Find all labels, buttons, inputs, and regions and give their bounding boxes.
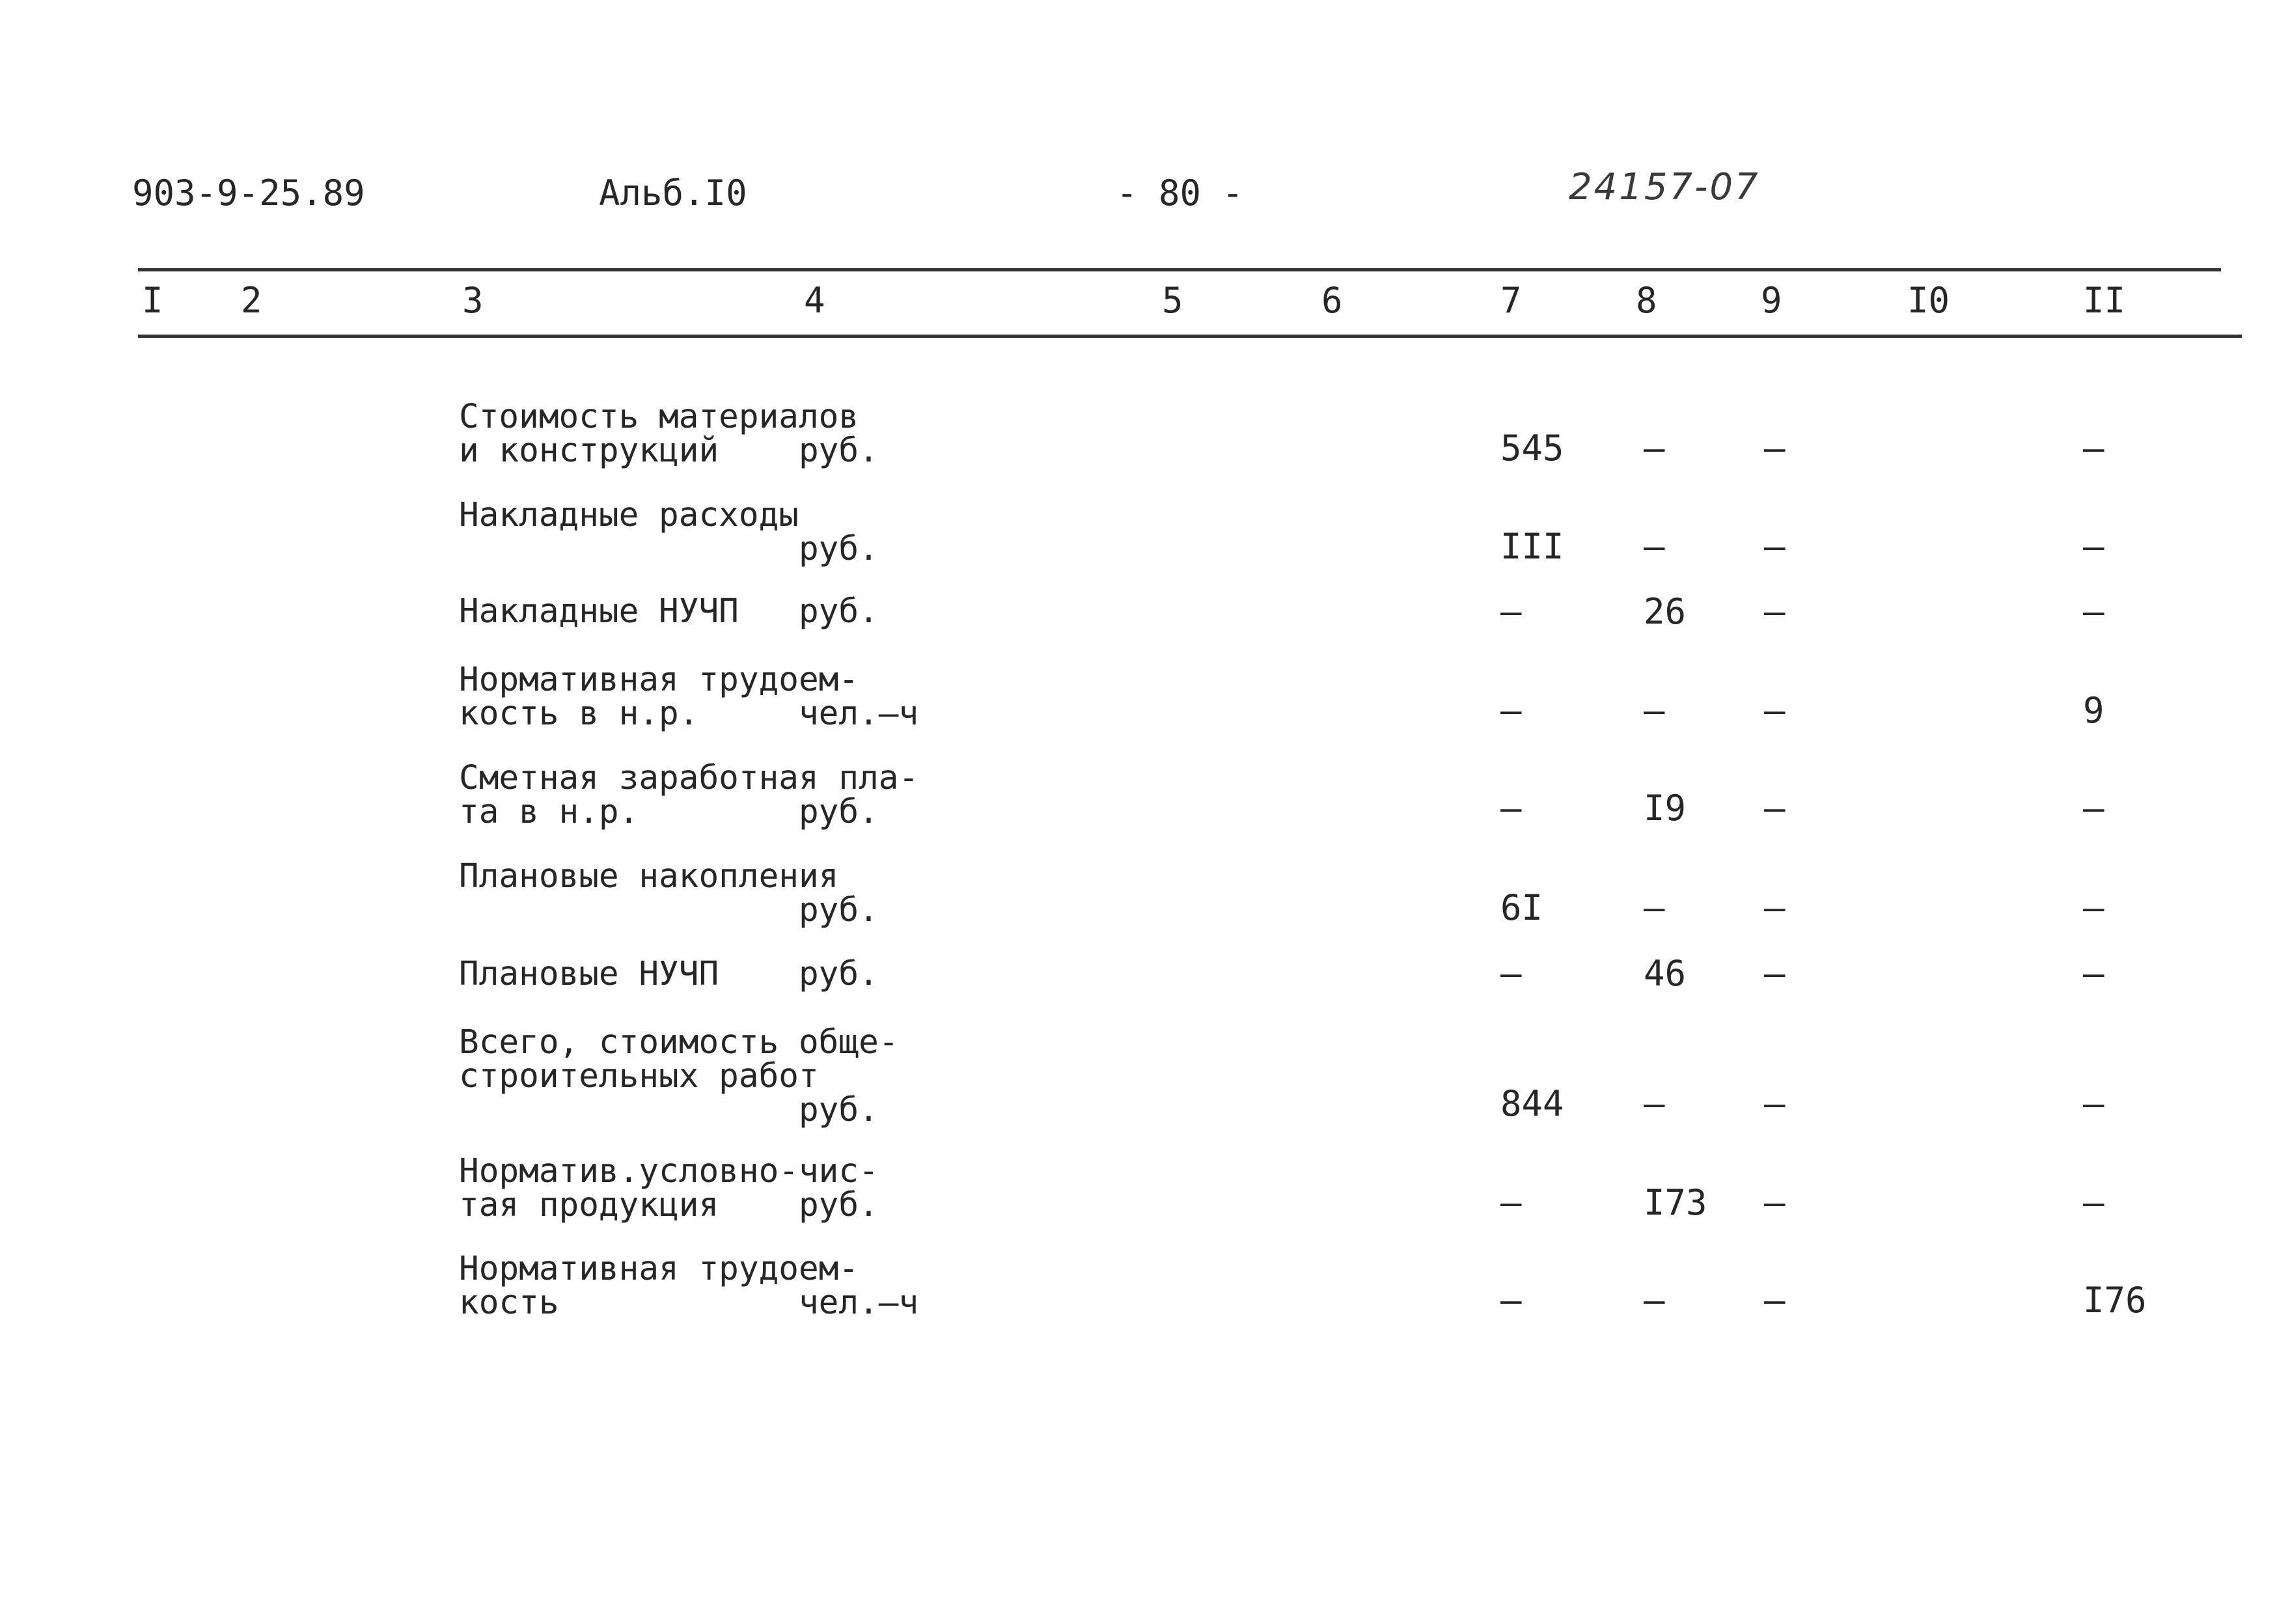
row-label: Стоимость материалов и конструкций руб. bbox=[459, 398, 879, 470]
album-label: Альб.I0 bbox=[599, 172, 747, 213]
row-value-col9: – bbox=[1764, 1280, 1786, 1321]
row-label: Накладные НУЧП руб. bbox=[459, 592, 879, 631]
row-value-col11: – bbox=[2083, 1083, 2104, 1124]
row-value-col7: III bbox=[1500, 526, 1564, 567]
row-value-col11: – bbox=[2083, 526, 2104, 567]
row-value-col8: – bbox=[1644, 887, 1665, 928]
column-number-9: 9 bbox=[1761, 280, 1782, 321]
row-value-col11: – bbox=[2083, 788, 2104, 829]
row-value-col7: – bbox=[1500, 953, 1522, 994]
row-value-col7: 844 bbox=[1500, 1083, 1564, 1124]
row-value-col7: – bbox=[1500, 591, 1522, 632]
row-label: Плановые НУЧП руб. bbox=[459, 955, 879, 993]
row-value-col11: – bbox=[2083, 428, 2104, 469]
row-value-col11: – bbox=[2083, 887, 2104, 928]
column-number-5: 5 bbox=[1162, 280, 1183, 321]
column-number-6: 6 bbox=[1321, 280, 1343, 321]
row-value-col9: – bbox=[1764, 428, 1786, 469]
row-value-col11: I76 bbox=[2083, 1280, 2147, 1321]
row-value-col7: – bbox=[1500, 788, 1522, 829]
row-value-col8: – bbox=[1644, 1083, 1665, 1124]
row-value-col9: – bbox=[1764, 1083, 1786, 1124]
row-value-col7: – bbox=[1500, 690, 1522, 731]
row-value-col9: – bbox=[1764, 887, 1786, 928]
row-value-col9: – bbox=[1764, 1182, 1786, 1223]
row-value-col8: – bbox=[1644, 526, 1665, 567]
row-value-col11: – bbox=[2083, 953, 2104, 994]
row-value-col8: – bbox=[1644, 428, 1665, 469]
row-label: Накладные расходы руб. bbox=[459, 496, 879, 568]
row-label: Нормативная трудоем- кость чел.–ч bbox=[459, 1250, 919, 1322]
row-value-col9: – bbox=[1764, 953, 1786, 994]
row-value-col11: 9 bbox=[2083, 690, 2104, 731]
row-value-col11: – bbox=[2083, 1182, 2104, 1223]
row-value-col9: – bbox=[1764, 788, 1786, 829]
column-number-2: 2 bbox=[241, 280, 262, 321]
page-number: - 80 - bbox=[1116, 172, 1244, 213]
row-label: Сметная заработная пла- та в н.р. руб. bbox=[459, 759, 919, 831]
table-header-rule bbox=[138, 335, 2242, 338]
row-value-col7: 6I bbox=[1500, 887, 1543, 928]
row-label: Всего, стоимость обще- строительных работ руб. bbox=[459, 1023, 899, 1129]
row-value-col7: – bbox=[1500, 1280, 1522, 1321]
row-value-col8: I9 bbox=[1644, 788, 1687, 829]
column-number-11: II bbox=[2083, 280, 2126, 321]
row-value-col8: – bbox=[1644, 1280, 1665, 1321]
table-top-rule bbox=[138, 268, 2221, 271]
row-value-col9: – bbox=[1764, 591, 1786, 632]
row-label: Нормативная трудоем- кость в н.р. чел.–ч bbox=[459, 661, 919, 733]
row-value-col8: 46 bbox=[1644, 953, 1687, 994]
handwritten-number: 24157-07 bbox=[1569, 166, 1760, 208]
row-value-col11: – bbox=[2083, 591, 2104, 632]
column-number-4: 4 bbox=[804, 280, 825, 321]
row-label: Норматив.условно-чис- тая продукция руб. bbox=[459, 1152, 879, 1224]
row-label: Плановые накопления руб. bbox=[459, 857, 879, 929]
column-number-10: I0 bbox=[1907, 280, 1950, 321]
column-number-1: I bbox=[142, 280, 163, 321]
row-value-col8: 26 bbox=[1644, 591, 1687, 632]
document-code: 903-9-25.89 bbox=[132, 172, 365, 213]
row-value-col8: I73 bbox=[1644, 1182, 1707, 1223]
row-value-col7: – bbox=[1500, 1182, 1522, 1223]
column-number-3: 3 bbox=[462, 280, 484, 321]
row-value-col9: – bbox=[1764, 690, 1786, 731]
row-value-col7: 545 bbox=[1500, 428, 1564, 469]
row-value-col8: – bbox=[1644, 690, 1665, 731]
column-number-8: 8 bbox=[1636, 280, 1657, 321]
row-value-col9: – bbox=[1764, 526, 1786, 567]
column-number-7: 7 bbox=[1500, 280, 1522, 321]
